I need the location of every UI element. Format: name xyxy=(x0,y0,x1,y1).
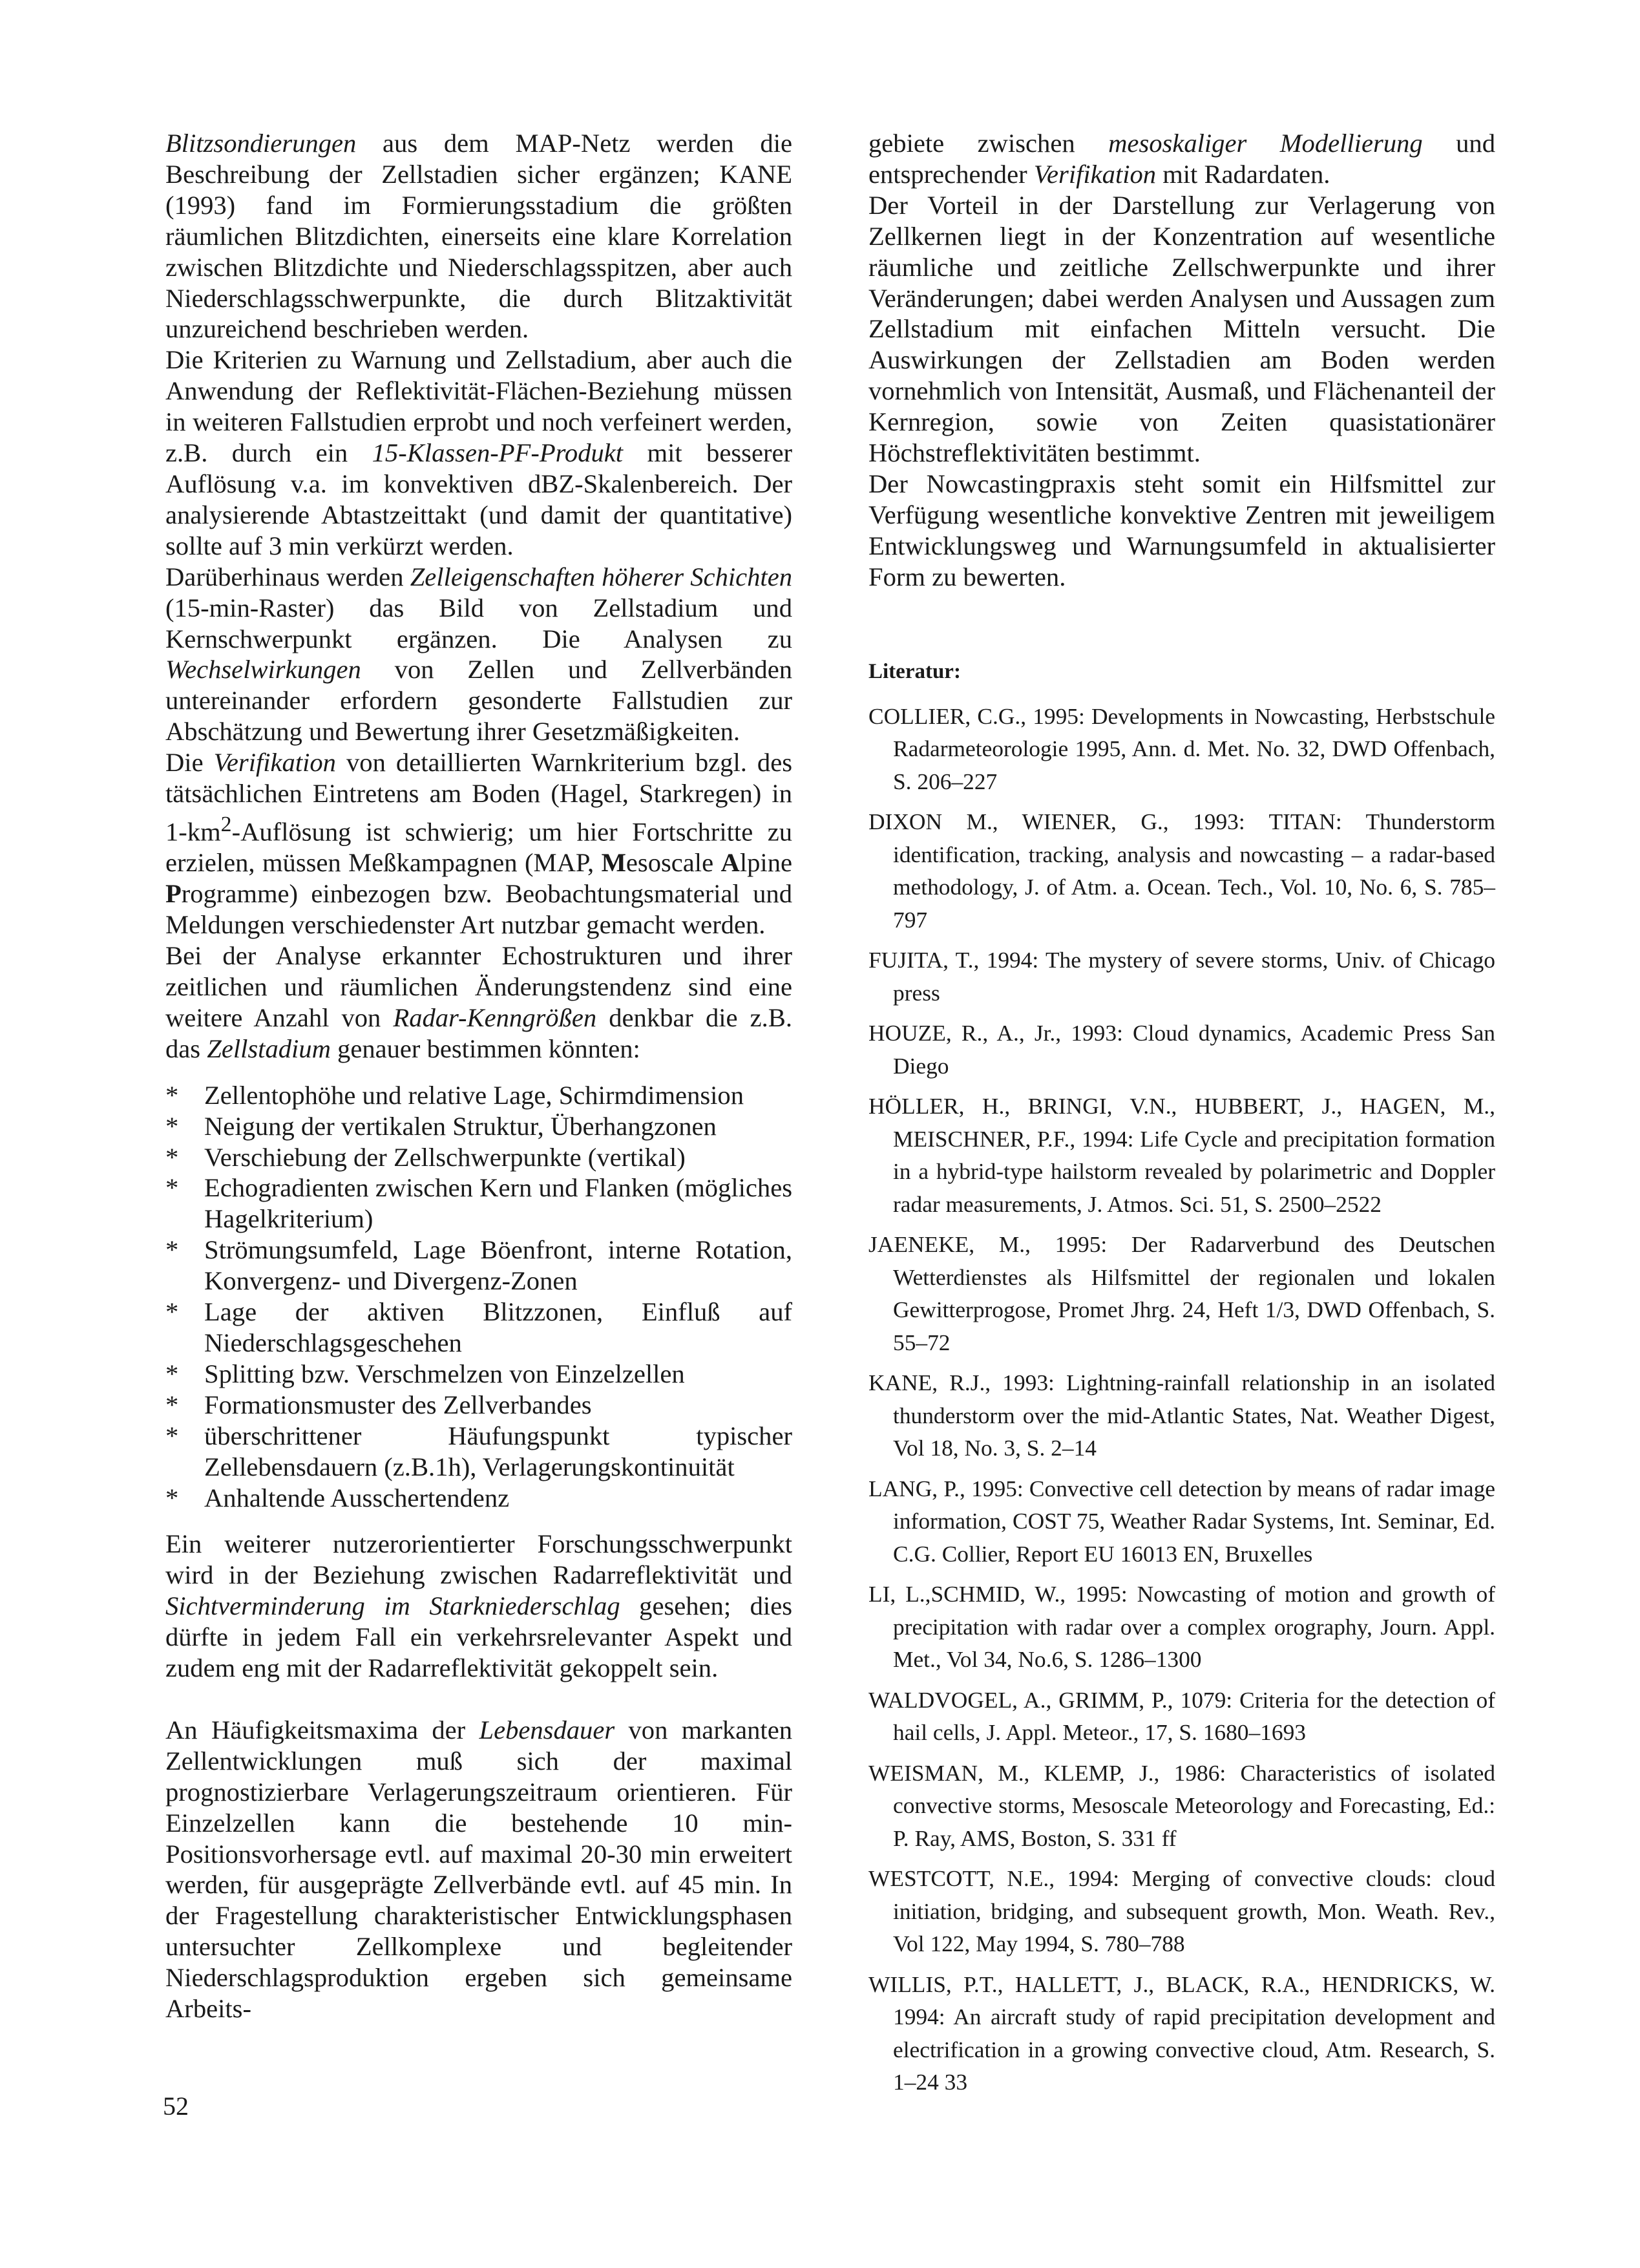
paragraph xyxy=(165,1715,792,2024)
text-run: Der Nowcastingpraxis steht somit ein Hilfsmittel zur Verfügung wesentliche konvektive Zentren mit jeweiligem Entwicklungsweg und Warnungsumfeld in aktualisierter Form zu bewerten. xyxy=(868,469,1495,591)
italic-run: Verifikation xyxy=(1033,159,1157,189)
italic-run: Zelleigenschaften höherer Schichten xyxy=(410,562,793,591)
text-run: denkbar die z.B. das xyxy=(165,1002,792,1063)
paragraph xyxy=(165,747,792,940)
text-run: Bei der Analyse erkannter Echostrukturen und ihrer zeitlichen und räumlichen Änderungstendenz sind eine weitere Anzahl von xyxy=(165,941,792,1032)
reference-item: HÖLLER, H., BRINGI, V.N., HUBBERT, J., HAGEN, M., MEISCHNER, P.F., 1994: Life Cycle and precipitation formation in a hybrid-type hailstorm revealed by polarimetric and Doppler radar measurements, J. Atmos. Sci. 51, S. 2500–2522 xyxy=(868,1093,1495,1217)
reference-item: WILLIS, P.T., HALLETT, J., BLACK, R.A., HENDRICKS, W. 1994: An aircraft study of rapid precipitation development and electrification in a growing convective cloud, Atm. Research, S. 1–24 33 xyxy=(868,1971,1495,2095)
right-column xyxy=(868,128,1495,2106)
text-run: mit besserer Auflösung v.a. im konvektiven dBZ-Skalenbereich. Der analysierende Abtastzeittakt (und damit der quantitative) sollte auf 3 min verkürzt werden. xyxy=(165,438,792,560)
reference-item: KANE, R.J., 1993: Lightning-rainfall relationship in an isolated thunderstorm over the mid-Atlantic States, Nat. Weather Digest, Vol 18, No. 3, S. 2–14 xyxy=(868,1370,1495,1461)
bullet-item: * Anhaltende Ausschertendenz xyxy=(165,1483,792,1514)
bullet-item: * Verschiebung der Zellschwerpunkte (vertikal) xyxy=(165,1142,792,1173)
text-run: von Zellen und Zellverbänden untereinander erfordern gesonderte Fallstudien zur Abschätzung und Bewertung ihrer Gesetzmäßigkeiten. xyxy=(165,655,792,747)
text-run: (15-min-Raster) das Bild von Zellstadium und Kernschwerpunkt ergänzen. Die Analysen zu xyxy=(165,593,792,653)
bullet-item: * Formationsmuster des Zellverbandes xyxy=(165,1390,792,1421)
paragraph xyxy=(165,344,792,561)
reference-item: LI, L.,SCHMID, W., 1995: Nowcasting of motion and growth of precipitation with radar over a complex orography, Journ. Appl. Met., Vol 34, No.6, S. 1286–1300 xyxy=(868,1581,1495,1673)
bullet-item: * Zellentophöhe und relative Lage, Schirmdimension xyxy=(165,1080,792,1111)
italic-run: 15-Klassen-PF-Produkt xyxy=(372,438,624,468)
superscript: 2 xyxy=(220,812,232,836)
bullet-item: * Neigung der vertikalen Struktur, Überhangzonen xyxy=(165,1111,792,1142)
text-run: lpine xyxy=(739,848,792,878)
italic-run: Radar-Kenngrößen xyxy=(393,1002,597,1032)
italic-run: mesoskaliger Modellierung xyxy=(1108,129,1423,158)
bold-run: A xyxy=(720,848,740,878)
text-run: Darüberhinaus werden xyxy=(165,562,410,591)
reference-item: WALDVOGEL, A., GRIMM, P., 1079: Criteria for the detection of hail cells, J. Appl. Meteor., 17, S. 1680–1693 xyxy=(868,1686,1495,1746)
text-run: von detaillierten Warnkriterium bzgl. des tätsächlichen Eintretens am Boden (Hagel, Starkregen) in 1-km xyxy=(165,748,793,847)
bold-run: P xyxy=(165,879,182,909)
bold-run: M xyxy=(601,848,626,878)
bullet-item: * Splitting bzw. Verschmelzen von Einzelzellen xyxy=(165,1359,792,1390)
text-run: und entsprechender xyxy=(868,129,1495,189)
italic-run: Wechselwirkungen xyxy=(165,655,361,684)
text-run: Der Vorteil in der Darstellung zur Verlagerung von Zellkernen liegt in der Konzentration auf wesentliche räumliche und zeitliche Zellschwerpunkte und ihrer Veränderungen; dabei werden Analysen und Aussagen zum Zellstadium mit einfachen Mitteln versucht. Die Auswirkungen der Zellstadien am Boden werden vornehmlich von Intensität, Ausmaß, und Flächenanteil der Kernregion, sowie von Zeiten quasistationärer Höchstreflektivitäten bestimmt. xyxy=(868,190,1495,468)
italic-run: Zellstadium xyxy=(207,1033,331,1063)
reference-item: COLLIER, C.G., 1995: Developments in Nowcasting, Herbstschule Radarmeteorologie 1995, Ann. d. Met. No. 32, DWD Offenbach, S. 206–227 xyxy=(868,703,1495,794)
text-run: gesehen; dies dürfte in jedem Fall ein verkehrsrelevanter Aspekt und zudem eng mit der Radarreflektivität gekoppelt sein. xyxy=(165,1591,792,1683)
paragraph xyxy=(165,940,792,1065)
bullet-item: * Strömungsumfeld, Lage Böenfront, interne Rotation, Konvergenz- und Divergenz-Zonen xyxy=(165,1235,792,1297)
bullet-item: * Echogradienten zwischen Kern und Flanken (mögliches Hagelkriterium) xyxy=(165,1172,792,1235)
italic-run: Blitzsondierungen xyxy=(165,129,357,158)
reference-item: WEISMAN, M., KLEMP, J., 1986: Characteristics of isolated convective storms, Mesoscale Meteorology and Forecasting, Ed.: P. Ray, AMS, Boston, S. 331 ff xyxy=(868,1759,1495,1851)
text-run: rogramme) einbezogen bzw. Beobachtungsmaterial und Meldungen verschiedenster Art nutzbar gemacht werden. xyxy=(165,879,792,940)
paragraph xyxy=(165,128,792,344)
page-number: 52 xyxy=(163,2092,189,2121)
paragraph xyxy=(868,190,1495,469)
text-run: von markanten Zellentwicklungen muß sich der maximal prognostizierbare Verlagerungszeitraum orientieren. Für Einzelzellen kann die bestehende 10 min-Positionsvorhersage evtl. auf maximal 20-30 min erweitert werden, für ausgeprägte Zellverbände evtl. auf 45 min. In der Fragestellung charakteristischer Entwicklungsphasen untersuchter Zellkomplexe und begleitender Niederschlagsproduktion ergeben sich gemeinsame Arbeits- xyxy=(165,1715,792,2024)
italic-run: Sichtverminderung im Starkniederschlag xyxy=(165,1591,620,1621)
text-run: genauer bestimmen könnten: xyxy=(330,1033,640,1063)
reference-item: DIXON M., WIENER, G., 1993: TITAN: Thunderstorm identification, tracking, analysis and nowcasting – a radar-based methodology, J. of Atm. a. Ocean. Tech., Vol. 10, No. 6, S. 785–797 xyxy=(868,809,1495,933)
italic-run: Verifikation xyxy=(213,748,336,778)
left-column xyxy=(165,128,792,2024)
reference-item: LANG, P., 1995: Convective cell detection by means of radar image information, COST 75, Weather Radar Systems, Int. Seminar, Ed. C.G. Collier, Report EU 16013 EN, Bruxelles xyxy=(868,1475,1495,1567)
reference-item: JAENEKE, M., 1995: Der Radarverbund des Deutschen Wetterdienstes als Hilfsmittel der regionalen und lokalen Gewitterprogose, Promet Jhrg. 24, Heft 1/3, DWD Offenbach, S. 55–72 xyxy=(868,1231,1495,1355)
bullet-item: * überschrittener Häufungspunkt typischer Zellebensdauern (z.B.1h), Verlagerungskontinuität xyxy=(165,1421,792,1483)
bullet-item: * Lage der aktiven Blitzzonen, Einfluß auf Niederschlagsgeschehen xyxy=(165,1297,792,1359)
text-run: mit Radardaten. xyxy=(1156,159,1330,189)
text-run: esoscale xyxy=(626,848,721,878)
text-run: Die xyxy=(165,748,214,778)
paragraph xyxy=(165,1529,792,1684)
reference-item: WESTCOTT, N.E., 1994: Merging of convective clouds: cloud initiation, bridging, and subsequent growth, Mon. Weath. Rev., Vol 122, May 1994, S. 780–788 xyxy=(868,1865,1495,1957)
text-run: aus dem MAP-Netz werden die Beschreibung der Zellstadien sicher ergänzen; KANE (1993) fand im Formierungsstadium die größten räumlichen Blitzdichten, einerseits eine klare Korrelation zwischen Blitzdichte und Niederschlagsspitzen, aber auch Niederschlagsschwerpunkte, die durch Blitzaktivität unzureichend beschrieben werden. xyxy=(165,129,792,344)
text-run: An Häufigkeitsmaxima der xyxy=(165,1715,479,1744)
paragraph xyxy=(868,469,1495,593)
reference-list xyxy=(868,700,1495,2099)
text-run: -Auflösung ist schwierig; um hier Fortschritte zu erzielen, müssen Meßkampagnen (MAP, xyxy=(165,817,792,878)
text-run: Ein weiterer nutzerorientierter Forschungsschwerpunkt wird in der Beziehung zwischen Radarreflektivität und xyxy=(165,1529,792,1590)
bullet-list xyxy=(165,1080,792,1514)
paragraph xyxy=(868,128,1495,190)
paragraph xyxy=(165,562,792,747)
reference-item: HOUZE, R., A., Jr., 1993: Cloud dynamics, Academic Press San Diego xyxy=(868,1020,1495,1079)
italic-run: Lebensdauer xyxy=(479,1715,615,1744)
text-run: Die Kriterien zu Warnung und Zellstadium, aber auch die Anwendung der Reflektivität-Flächen-Beziehung müssen in weiteren Fallstudien erprobt und noch verfeinert werden, z.B. durch ein xyxy=(165,345,792,468)
text-run: gebiete zwischen xyxy=(868,129,1109,158)
reference-item: FUJITA, T., 1994: The mystery of severe storms, Univ. of Chicago press xyxy=(868,947,1495,1006)
literature-heading: Literatur: xyxy=(868,659,961,683)
